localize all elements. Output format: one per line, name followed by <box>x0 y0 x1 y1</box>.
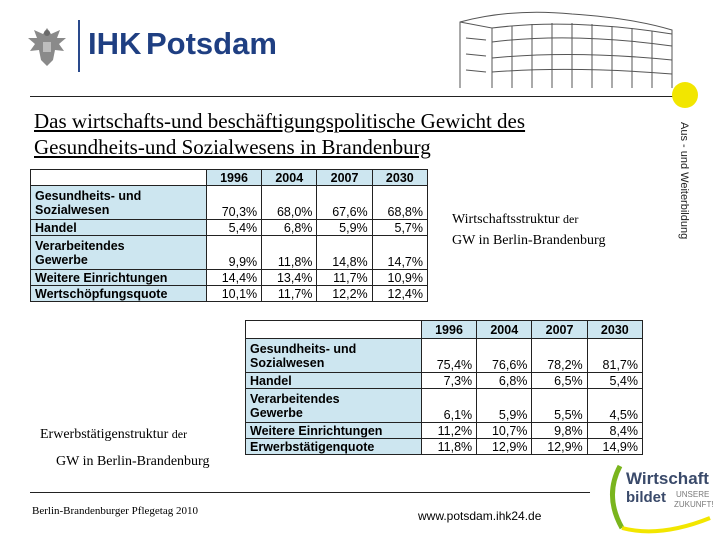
table-cell: 5,7% <box>372 220 427 236</box>
year-header: 2004 <box>262 170 317 186</box>
yellow-dot-decoration <box>672 82 698 108</box>
caption-erwerbstaetigenstruktur: Erwerbstätigenstruktur der <box>40 427 188 442</box>
table-cell: 10,1% <box>206 286 261 302</box>
row-label: Verarbeitendes Gewerbe <box>246 389 422 423</box>
row-label: Verarbeitendes Gewerbe <box>31 236 207 270</box>
table-cell: 13,4% <box>262 270 317 286</box>
badge-word-2: bildet <box>626 489 666 506</box>
slide-title <box>34 108 654 160</box>
caption-erwerbstaetigenstruktur-line2: GW in Berlin-Brandenburg <box>56 454 210 469</box>
table-cell: 75,4% <box>421 339 476 373</box>
table-corner <box>31 170 207 186</box>
badge-word-1: Wirtschaft <box>626 469 709 488</box>
table-cell: 5,9% <box>477 389 532 423</box>
year-header: 2004 <box>477 321 532 339</box>
year-header: 2030 <box>372 170 427 186</box>
row-label: Weitere Einrichtungen <box>246 423 422 439</box>
caption-wirtschaftsstruktur: Wirtschaftsstruktur der <box>452 212 579 227</box>
wirtschaftsstruktur-table <box>30 169 428 302</box>
table-cell: 5,4% <box>206 220 261 236</box>
year-header: 1996 <box>206 170 261 186</box>
table-cell: 9,9% <box>206 236 261 270</box>
year-header: 2030 <box>587 321 642 339</box>
table-cell: 14,8% <box>317 236 372 270</box>
building-sketch-image <box>452 8 677 90</box>
eagle-logo-icon <box>24 24 70 70</box>
table-cell: 7,3% <box>421 373 476 389</box>
table-cell: 14,9% <box>587 439 642 455</box>
logo-city-text: Potsdam <box>146 26 277 61</box>
table-cell: 12,4% <box>372 286 427 302</box>
wirtschaft-bildet-badge-icon <box>600 458 716 534</box>
table-cell: 12,9% <box>477 439 532 455</box>
row-label: Gesundheits- und Sozialwesen <box>31 186 207 220</box>
table-cell: 78,2% <box>532 339 587 373</box>
footer-divider <box>30 492 590 493</box>
table-cell: 11,7% <box>317 270 372 286</box>
table-cell: 11,8% <box>262 236 317 270</box>
table-cell: 14,7% <box>372 236 427 270</box>
table-cell: 8,4% <box>587 423 642 439</box>
table-cell: 70,3% <box>206 186 261 220</box>
table-cell: 11,8% <box>421 439 476 455</box>
header-divider <box>30 96 678 97</box>
row-label: Erwerbstätigenquote <box>246 439 422 455</box>
table-cell: 5,9% <box>317 220 372 236</box>
side-label: Aus - und Weiterbildung <box>678 122 690 240</box>
table-cell: 6,5% <box>532 373 587 389</box>
table-cell: 10,7% <box>477 423 532 439</box>
table-cell: 12,2% <box>317 286 372 302</box>
table-cell: 81,7% <box>587 339 642 373</box>
row-label: Gesundheits- und Sozialwesen <box>246 339 422 373</box>
year-header: 1996 <box>421 321 476 339</box>
footer-url-link[interactable]: www.potsdam.ihk24.de <box>418 509 542 523</box>
table-cell: 6,1% <box>421 389 476 423</box>
footer-event-text: Berlin-Brandenburger Pflegetag 2010 <box>32 505 198 517</box>
table-cell: 11,2% <box>421 423 476 439</box>
erwerbstaetigenstruktur-table <box>245 320 643 455</box>
table-cell: 10,9% <box>372 270 427 286</box>
row-label: Handel <box>246 373 422 389</box>
table-corner <box>246 321 422 339</box>
row-label: Handel <box>31 220 207 236</box>
logo-ihk-text: IHK <box>88 26 142 61</box>
year-header: 2007 <box>532 321 587 339</box>
caption-wirtschaftsstruktur-line2: GW in Berlin-Brandenburg <box>452 233 606 248</box>
table-cell: 14,4% <box>206 270 261 286</box>
table-cell: 12,9% <box>532 439 587 455</box>
badge-word-4: ZUKUNFT! <box>674 500 714 509</box>
table-cell: 76,6% <box>477 339 532 373</box>
table-cell: 11,7% <box>262 286 317 302</box>
table-cell: 6,8% <box>262 220 317 236</box>
table-cell: 68,0% <box>262 186 317 220</box>
title-line-2: Gesundheits-und Sozialwesens in Brandenburg <box>34 135 431 159</box>
table-cell: 5,4% <box>587 373 642 389</box>
logo-separator <box>78 20 80 72</box>
table-cell: 9,8% <box>532 423 587 439</box>
row-label: Weitere Einrichtungen <box>31 270 207 286</box>
table-cell: 5,5% <box>532 389 587 423</box>
title-line-1: Das wirtschafts-und beschäftigungspolitische Gewicht des <box>34 109 526 133</box>
table-cell: 6,8% <box>477 373 532 389</box>
table-cell: 4,5% <box>587 389 642 423</box>
badge-word-3: UNSERE <box>676 490 710 499</box>
table-cell: 67,6% <box>317 186 372 220</box>
year-header: 2007 <box>317 170 372 186</box>
table-cell: 68,8% <box>372 186 427 220</box>
row-label: Wertschöpfungsquote <box>31 286 207 302</box>
